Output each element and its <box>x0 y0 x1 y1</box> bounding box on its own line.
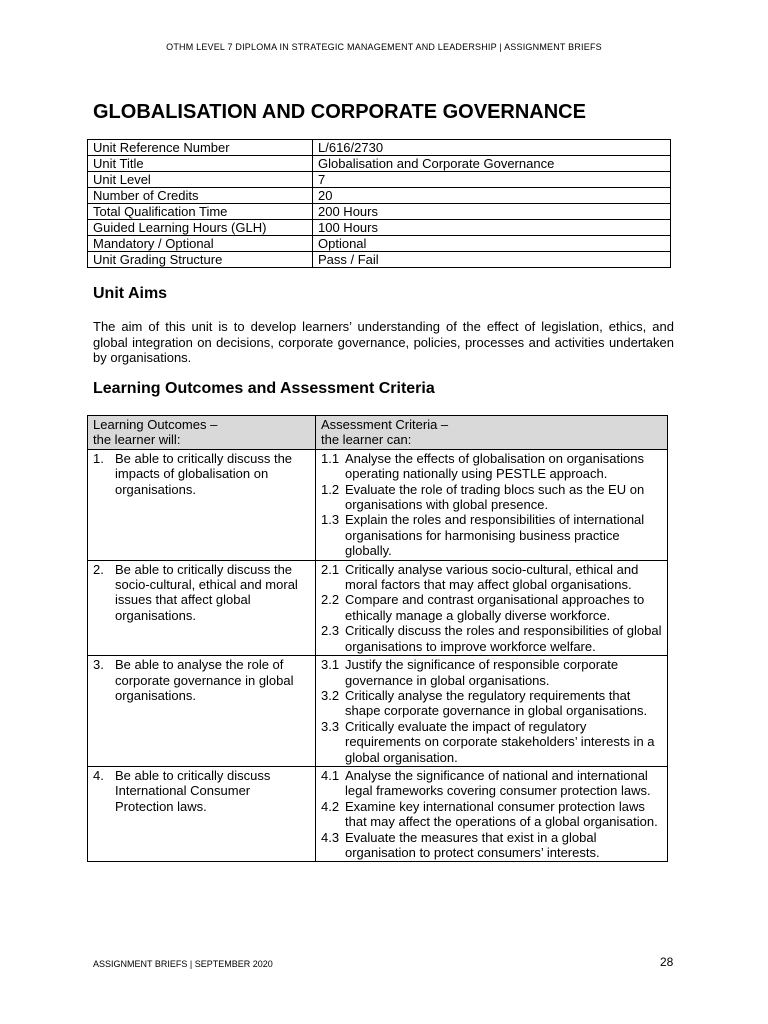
page-header: OTHM LEVEL 7 DIPLOMA IN STRATEGIC MANAGEMENT AND LEADERSHIP | ASSIGNMENT BRIEFS <box>166 42 602 52</box>
table-row <box>88 188 671 204</box>
outcome-text: Be able to critically discuss International Consumer Protection laws. <box>115 767 271 814</box>
unit-aims-text: The aim of this unit is to develop learners’ understanding of the effect of legislation, ethics, and global integration on decisions, corporate governance, policies, processes and activities undertaken by organisations. <box>93 319 674 365</box>
criteria-cell <box>316 766 668 861</box>
info-label: Guided Learning Hours (GLH) <box>88 220 313 236</box>
info-label: Number of Credits <box>88 188 313 204</box>
info-label: Unit Level <box>88 172 313 188</box>
info-label: Unit Reference Number <box>88 140 313 156</box>
outcomes-table <box>87 415 668 862</box>
table-row <box>88 140 671 156</box>
info-value: 20 <box>313 188 671 204</box>
info-label: Total Qualification Time <box>88 204 313 220</box>
info-value: Optional <box>313 236 671 252</box>
criterion-number: 4.1 <box>321 767 340 783</box>
info-label: Unit Grading Structure <box>88 252 313 268</box>
header-line: Learning Outcomes – <box>93 417 218 432</box>
outcome-cell <box>88 766 316 861</box>
table-row <box>88 204 671 220</box>
criterion-number: 4.2 <box>321 798 340 814</box>
criteria-column-header <box>316 416 668 450</box>
header-line: the learner will: <box>93 432 181 448</box>
page-footer: ASSIGNMENT BRIEFS | SEPTEMBER 2020 <box>93 959 273 969</box>
info-value: 100 Hours <box>313 220 671 236</box>
criterion-text: Evaluate the measures that exist in a global organisation to protect consumers’ interests. <box>345 829 600 860</box>
criterion-number: 1.3 <box>321 512 340 528</box>
criterion-text: Critically discuss the roles and responsibilities of global organisations to improve workforce welfare. <box>345 623 662 654</box>
unit-info-table <box>87 139 671 268</box>
outcome-number: 2. <box>93 561 104 577</box>
criterion-text: Explain the roles and responsibilities of international organisations for harmonising business practice globally. <box>345 512 645 559</box>
criterion-text: Critically analyse various socio-cultural, ethical and moral factors that may affect global organisations. <box>345 561 639 593</box>
table-row <box>88 252 671 268</box>
criterion-number: 3.2 <box>321 687 340 703</box>
info-label: Mandatory / Optional <box>88 236 313 252</box>
table-row <box>88 220 671 236</box>
outcome-number: 4. <box>93 767 104 783</box>
page-title: GLOBALISATION AND CORPORATE GOVERNANCE <box>93 101 586 123</box>
criterion-number: 2.1 <box>321 561 340 577</box>
criteria-cell <box>316 449 668 560</box>
info-label: Unit Title <box>88 156 313 172</box>
info-value: L/616/2730 <box>313 140 671 156</box>
criteria-cell <box>316 560 668 655</box>
info-value: Globalisation and Corporate Governance <box>313 156 671 172</box>
criterion-number: 2.3 <box>321 623 340 639</box>
table-row <box>88 172 671 188</box>
outcome-cell <box>88 560 316 655</box>
info-value: 200 Hours <box>313 204 671 220</box>
criterion-text: Compare and contrast organisational approaches to ethically manage a globally diverse workforce. <box>345 592 645 623</box>
outcome-number: 3. <box>93 657 104 673</box>
outcome-text: Be able to critically discuss the socio-cultural, ethical and moral issues that affect global organisations. <box>115 561 298 623</box>
table-row <box>88 449 668 560</box>
info-value: Pass / Fail <box>313 252 671 268</box>
outcomes-column-header <box>88 416 316 450</box>
table-row <box>88 560 668 655</box>
criterion-text: Examine key international consumer protection laws that may affect the operations of a global organisation. <box>345 798 658 830</box>
table-row <box>88 236 671 252</box>
table-header-row <box>88 416 668 450</box>
criterion-number: 1.1 <box>321 450 340 466</box>
criterion-number: 1.2 <box>321 481 340 497</box>
criterion-text: Analyse the effects of globalisation on organisations operating nationally using PESTLE approach. <box>345 450 644 482</box>
outcome-text: Be able to critically discuss the impacts of globalisation on organisations. <box>115 450 293 497</box>
info-value: 7 <box>313 172 671 188</box>
outcomes-heading: Learning Outcomes and Assessment Criteria <box>93 380 435 397</box>
table-row <box>88 766 668 861</box>
outcome-number: 1. <box>93 450 104 466</box>
outcome-cell <box>88 656 316 767</box>
criterion-text: Analyse the significance of national and international legal frameworks covering consumer protection laws. <box>345 767 651 799</box>
page-number: 28 <box>660 955 674 969</box>
criterion-number: 3.1 <box>321 657 340 673</box>
table-row <box>88 156 671 172</box>
criterion-text: Justify the significance of responsible corporate governance in global organisations. <box>345 657 619 688</box>
unit-aims-heading: Unit Aims <box>93 285 168 302</box>
criteria-cell <box>316 656 668 767</box>
outcome-cell <box>88 449 316 560</box>
criterion-text: Critically evaluate the impact of regulatory requirements on corporate stakeholders’ interests in a global organisation. <box>345 718 655 765</box>
header-line: Assessment Criteria – <box>321 417 449 432</box>
criterion-number: 3.3 <box>321 718 340 734</box>
criterion-text: Evaluate the role of trading blocs such as the EU on organisations with global presence. <box>345 481 645 513</box>
criterion-number: 4.3 <box>321 829 340 845</box>
criterion-text: Critically analyse the regulatory requirements that shape corporate governance in global organisations. <box>345 687 648 719</box>
table-row <box>88 656 668 767</box>
criterion-number: 2.2 <box>321 592 340 608</box>
outcome-text: Be able to analyse the role of corporate governance in global organisations. <box>115 657 294 703</box>
header-line: the learner can: <box>321 432 412 448</box>
